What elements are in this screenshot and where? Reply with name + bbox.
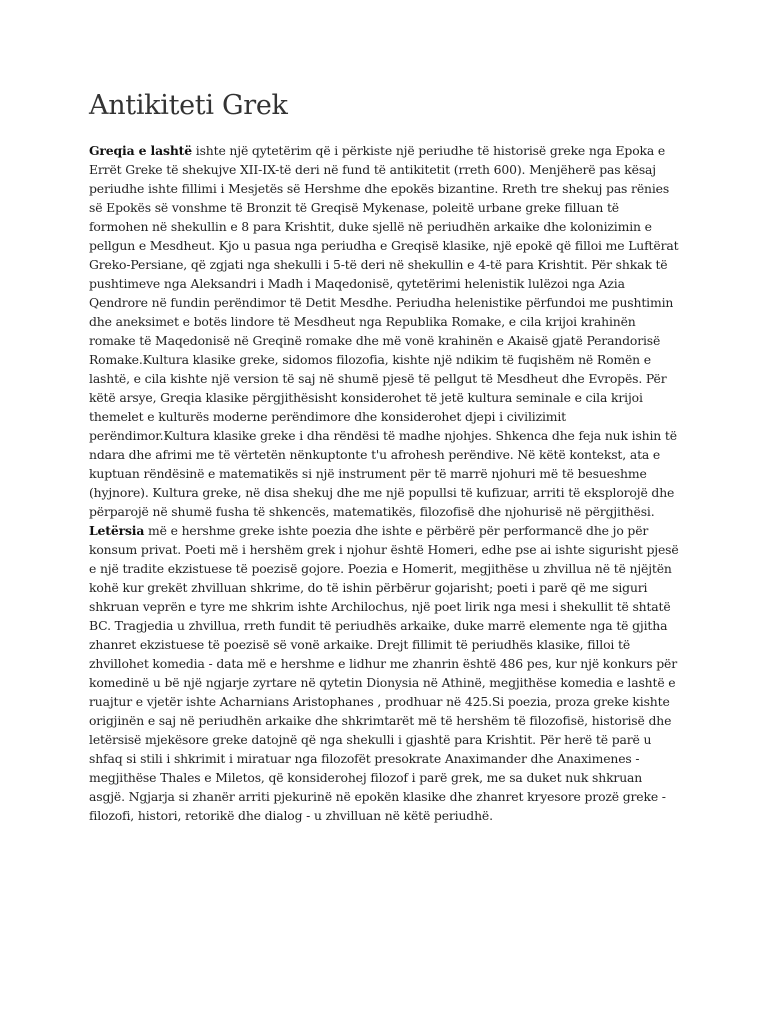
document-page	[89, 88, 681, 825]
page-title: Antikiteti Grek	[89, 90, 288, 121]
paragraph-literature	[89, 521, 681, 825]
paragraph-body: më e hershme greke ishte poezia dhe ishte e përbërë për performancë dhe jo për konsum privat. Poeti më i hershëm grek i njohur është Homeri, edhe pse ai ishte sigurisht pjesë e një tradite ekzistuese të poezisë gojore. Poezia e Homerit, megjithëse u zhvillua në të njëjtën kohë kur grekët zhvilluan shkrime, do të ishin përbërur gojarisht; poeti i parë që me siguri shkruan veprën e tyre me shkrim ishte Archilochus, një poet lirik nga mesi i shekullit të shtatë BC. Tragjedia u zhvillua, rreth fundit të periudhës arkaike, duke marrë elemente nga të gjitha zhanret ekzistuese të poezisë së vonë arkaike. Drejt fillimit të periudhës klasike, filloi të zhvillohet komedia - data më e hershme e lidhur me zhanrin është 486 pes, kur një konkurs për komedinë u bë një ngjarje zyrtare në qytetin Dionysia në Athinë, megjithëse komedia e lashtë e ruajtur e vjetër ishte Acharnians Aristophanes , prodhuar në 425.Si poezia, proza greke kishte origjinën e saj në periudhën arkaike dhe shkrimtarët më të hershëm të filozofisë, historisë dhe letërsisë mjekësore greke datojnë që nga shekulli i gjashtë para Krishtit. Për herë të parë u shfaq si stili i shkrimit i miratuar nga filozofët presokrate Anaximander dhe Anaximenes - megjithëse Thales e Miletos, që konsiderohej filozof i parë grek, me sa duket nuk shkruan asgjë. Ngjarja si zhanër arriti pjekurinë në epokën klasike dhe zhanret kryesore prozë greke - filozofi, histori, retorikë dhe dialog - u zhvilluan në këtë periudhë.	[89, 523, 679, 823]
paragraph-ancient-greece	[89, 141, 681, 521]
paragraph-lead: Letërsia	[89, 523, 145, 538]
paragraph-body: ishte një qytetërim që i përkiste një periudhe të historisë greke nga Epoka e Errët Greke të shekujve XII-IX-të deri në fund të antikitetit (rreth 600). Menjëherë pas kësaj periudhe ishte fillimi i Mesjetës së Hershme dhe epokës bizantine. Rreth tre shekuj pas rënies së Epokës së vonshme të Bronzit të Greqisë Mykenase, poleitë urbane greke filluan të formohen në shekullin e 8 para Krishtit, duke sjellë në periudhën arkaike dhe kolonizimin e pellgun e Mesdheut. Kjo u pasua nga periudha e Greqisë klasike, një epokë që filloi me Luftërat Greko-Persiane, që zgjati nga shekulli i 5-të deri në shekullin e 4-të para Krishtit. Për shkak të pushtimeve nga Aleksandri i Madh i Maqedonisë, qytetërimi helenistik lulëzoi nga Azia Qendrore në fundin perëndimor të Detit Mesdhe. Periudha helenistike përfundoi me pushtimin dhe aneksimet e botës lindore të Mesdheut nga Republika Romake, e cila krijoi krahinën romake të Maqedonisë në Greqinë romake dhe më vonë krahinën e Akaisë gjatë Perandorisë Romake.Kultura klasike greke, sidomos filozofia, kishte një ndikim të fuqishëm në Romën e lashtë, e cila kishte një version të saj në shumë pjesë të pellgut të Mesdheut dhe Evropës. Për këtë arsye, Greqia klasike përgjithësisht konsiderohet të jetë kultura seminale e cila krijoi themelet e kulturës moderne perëndimore dhe konsiderohet djepi i civilizimit perëndimor.Kultura klasike greke i dha rëndësi të madhe njohjes. Shkenca dhe feja nuk ishin të ndara dhe afrimi me të vërtetën nënkuptonte t'u afrohesh perëndive. Në këtë kontekst, ata e kuptuan rëndësinë e matematikës si një instrument për të marrë njohuri më të besueshme (hyjnore). Kultura greke, në disa shekuj dhe me një popullsi të kufizuar, arriti të eksplorojë dhe përparojë në shumë fusha të shkencës, matematikës, filozofisë dhe njohurisë në përgjithësi.	[89, 143, 679, 519]
paragraph-lead: Greqia e lashtë	[89, 143, 192, 158]
